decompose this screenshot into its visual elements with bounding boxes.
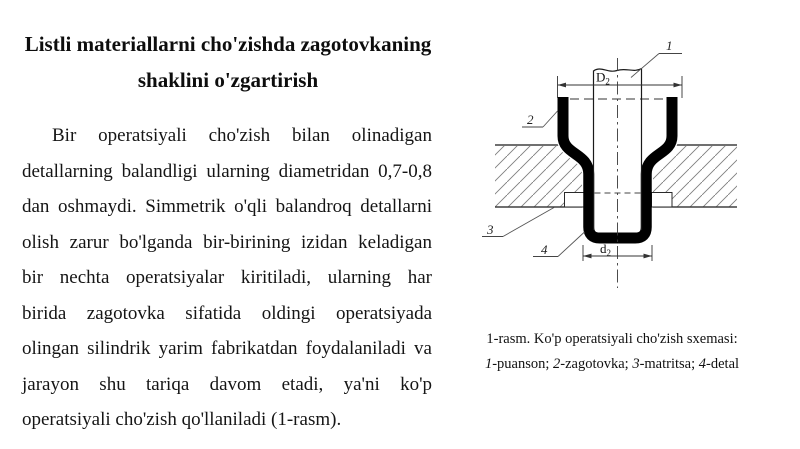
- paragraph-line: detallarning balandligi ularning diametridan 0,7-0,8: [22, 160, 432, 182]
- die-insert-right: [652, 193, 673, 208]
- caption-num-1: 1: [484, 355, 493, 372]
- figure-caption-line-1: 1-rasm. Ko'p operatsiyali cho'zish sxemasi:: [486, 331, 738, 347]
- dimension-label-d2: $d_2$: [600, 241, 611, 258]
- callout-punch: [631, 38, 682, 78]
- page-title: [22, 26, 434, 98]
- callout-part: [533, 232, 585, 257]
- paragraph-line: olingan silindrik yarim fabrikatdan foydalaniladi va: [22, 338, 432, 359]
- callout-blank: [522, 111, 558, 127]
- caption-num-2: 2: [553, 355, 561, 372]
- callout-label-3: 3: [487, 222, 494, 237]
- figure-diagram: [470, 0, 800, 300]
- figure-caption: [476, 327, 748, 376]
- figure-caption-line-2: 1-puanson; 2-zagotovka; 3-matritsa; 4-detal: [484, 355, 740, 372]
- callout-label-1: 1: [666, 38, 673, 53]
- caption-num-4: 4: [698, 355, 707, 372]
- caption-num-3: 3: [632, 355, 640, 372]
- paragraph-line: birida zagotovka sifatida oldingi operatsiyada: [22, 302, 432, 324]
- die-insert-left: [565, 193, 585, 208]
- paragraph-line: jarayon shu tariqa davom etadi, ya'ni ko'p: [22, 373, 432, 395]
- callout-label-4: 4: [541, 242, 548, 257]
- paragraph-line: bir nechta operatsiyalar kiritiladi, ularning har: [22, 267, 432, 288]
- body-paragraph: [22, 118, 432, 438]
- callout-label-2: 2: [527, 112, 534, 127]
- callout-die: [482, 208, 554, 238]
- dimension-label-D2: $D_2$: [596, 69, 610, 87]
- paragraph-line: operatsiyali cho'zish qo'llaniladi (1-rasm).: [22, 409, 342, 430]
- page-title-line-1: Listli materiallarni cho'zishda zagotovkaning: [24, 32, 432, 56]
- paragraph-line: Bir operatsiyali cho'zish bilan olinadigan: [52, 125, 432, 146]
- paragraph-line: dan oshmaydi. Simmetrik o'qli balandroq detallarni: [22, 196, 432, 217]
- paragraph-line: olish zarur bo'lganda bir-birining izidan keladigan: [22, 231, 432, 253]
- page-title-line-2: shaklini o'zgartirish: [137, 68, 319, 92]
